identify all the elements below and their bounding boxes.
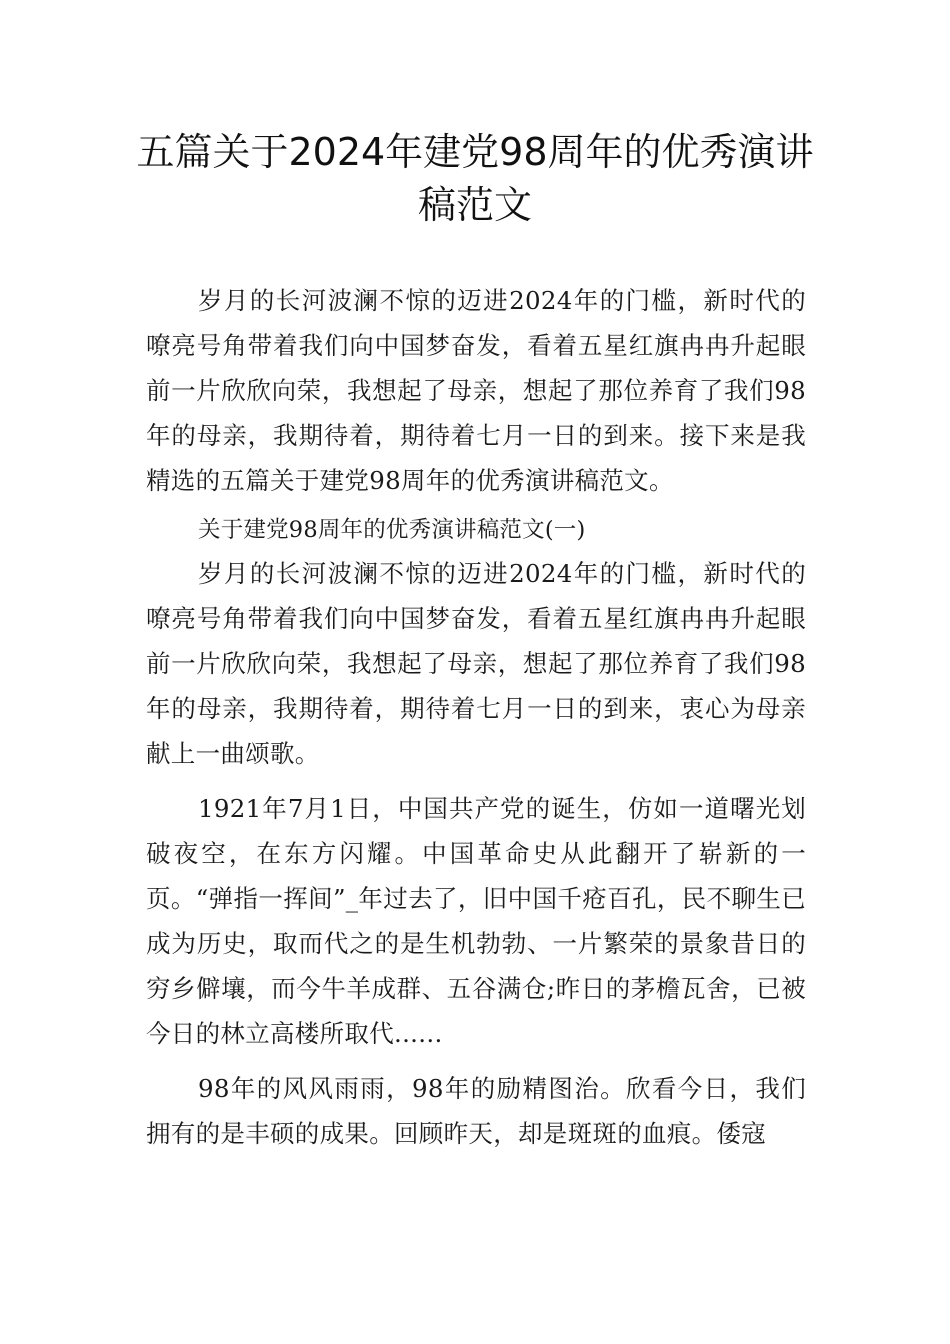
document-title: 五篇关于2024年建党98周年的优秀演讲稿范文 bbox=[136, 130, 814, 227]
intro-paragraph: 岁月的长河波澜不惊的迈进2024年的门槛，新时代的嘹亮号角带着我们向中国梦奋发，看着五星红旗冉冉升起眼前一片欣欣向荣，我想起了母亲，想起了那位养育了我们98年的母亲，我期待着，期待着七月一日的到来。接下来是我精选的五篇关于建党98周年的优秀演讲稿范文。 bbox=[146, 286, 806, 495]
section-heading: 关于建党98周年的优秀演讲稿范文(一) bbox=[198, 517, 586, 543]
body-paragraph: 98年的风风雨雨，98年的励精图治。欣看今日，我们拥有的是丰硕的成果。回顾昨天，却是斑斑的血痕。倭寇 bbox=[146, 1074, 806, 1148]
document-body bbox=[146, 278, 806, 1156]
body-paragraph: 1921年7月1日，中国共产党的诞生，仿如一道曙光划破夜空，在东方闪耀。中国革命史从此翻开了崭新的一页。“弹指一挥间”_年过去了，旧中国千疮百孔，民不聊生已成为历史，取而代之的是生机勃勃、一片繁荣的景象昔日的穷乡僻壤，而今牛羊成群、五谷满仓;昨日的茅檐瓦舍，已被今日的林立高楼所取代...... bbox=[146, 794, 806, 1048]
body-paragraph: 岁月的长河波澜不惊的迈进2024年的门槛，新时代的嘹亮号角带着我们向中国梦奋发，看着五星红旗冉冉升起眼前一片欣欣向荣，我想起了母亲，想起了那位养育了我们98年的母亲，我期待着，期待着七月一日的到来，衷心为母亲献上一曲颂歌。 bbox=[146, 559, 806, 768]
